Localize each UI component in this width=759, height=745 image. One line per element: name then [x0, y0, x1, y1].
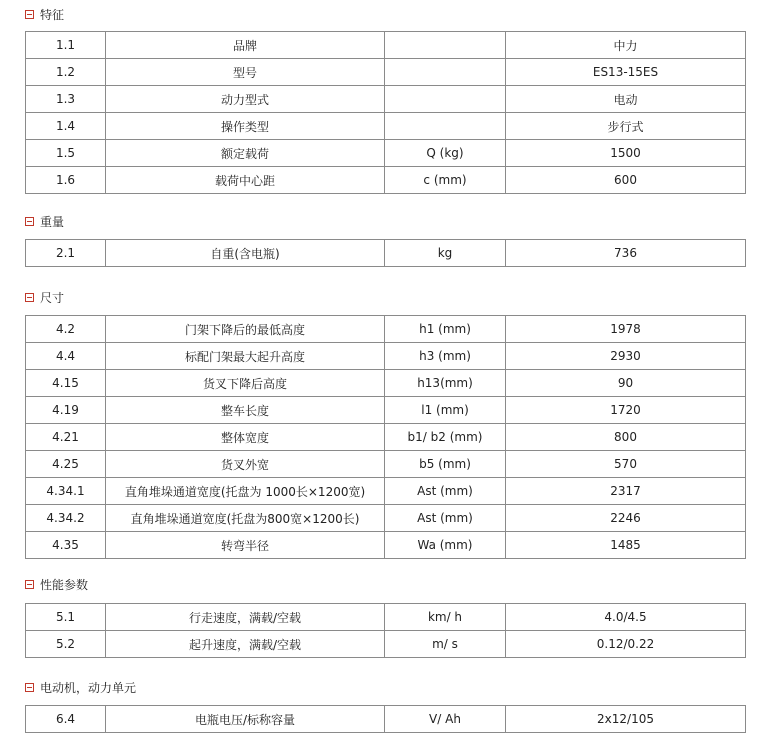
- section-title: 性能参数: [40, 577, 89, 592]
- value-cell: 736: [506, 240, 746, 267]
- unit-cell: [385, 86, 506, 113]
- spec-table: [25, 603, 746, 658]
- collapse-minus-icon[interactable]: [25, 217, 34, 226]
- spec-table: [25, 315, 746, 559]
- row-number-cell: 4.34.2: [26, 505, 106, 532]
- spec-table: [25, 239, 746, 267]
- table-row: [26, 32, 746, 59]
- collapse-minus-icon[interactable]: [25, 683, 34, 692]
- value-cell: 800: [506, 424, 746, 451]
- unit-cell: m/ s: [385, 631, 506, 658]
- row-number-cell: 4.25: [26, 451, 106, 478]
- unit-cell: [385, 113, 506, 140]
- parameter-name-cell: 型号: [106, 59, 385, 86]
- collapse-minus-icon[interactable]: [25, 293, 34, 302]
- spec-table: [25, 705, 746, 733]
- parameter-name-cell: 行走速度，满载/空载: [106, 604, 385, 631]
- table-row: [26, 604, 746, 631]
- unit-cell: h3 (mm): [385, 343, 506, 370]
- section-title: 电动机，动力单元: [40, 680, 137, 695]
- table-row: [26, 706, 746, 733]
- table-row: [26, 424, 746, 451]
- table-row: [26, 505, 746, 532]
- table-row: [26, 397, 746, 424]
- row-number-cell: 4.21: [26, 424, 106, 451]
- row-number-cell: 1.2: [26, 59, 106, 86]
- parameter-name-cell: 自重(含电瓶): [106, 240, 385, 267]
- value-cell: 2930: [506, 343, 746, 370]
- section-title: 尺寸: [40, 290, 65, 305]
- row-number-cell: 1.1: [26, 32, 106, 59]
- table-row: [26, 140, 746, 167]
- row-number-cell: 2.1: [26, 240, 106, 267]
- value-cell: 电动: [506, 86, 746, 113]
- table-row: [26, 631, 746, 658]
- row-number-cell: 5.2: [26, 631, 106, 658]
- unit-cell: km/ h: [385, 604, 506, 631]
- parameter-name-cell: 额定载荷: [106, 140, 385, 167]
- section-title: 重量: [40, 214, 65, 229]
- parameter-name-cell: 起升速度，满载/空载: [106, 631, 385, 658]
- unit-cell: l1 (mm): [385, 397, 506, 424]
- row-number-cell: 4.19: [26, 397, 106, 424]
- parameter-name-cell: 直角堆垛通道宽度(托盘为800宽×1200长): [106, 505, 385, 532]
- unit-cell: V/ Ah: [385, 706, 506, 733]
- parameter-name-cell: 货叉下降后高度: [106, 370, 385, 397]
- table-row: [26, 532, 746, 559]
- parameter-name-cell: 整体宽度: [106, 424, 385, 451]
- unit-cell: Ast (mm): [385, 505, 506, 532]
- unit-cell: [385, 59, 506, 86]
- row-number-cell: 1.3: [26, 86, 106, 113]
- row-number-cell: 4.35: [26, 532, 106, 559]
- value-cell: 2246: [506, 505, 746, 532]
- section-header[interactable]: [25, 6, 64, 22]
- section-header[interactable]: [25, 213, 64, 229]
- parameter-name-cell: 整车长度: [106, 397, 385, 424]
- collapse-minus-icon[interactable]: [25, 10, 34, 19]
- table-row: [26, 86, 746, 113]
- value-cell: 0.12/0.22: [506, 631, 746, 658]
- parameter-name-cell: 货叉外宽: [106, 451, 385, 478]
- table-row: [26, 59, 746, 86]
- table-row: [26, 343, 746, 370]
- unit-cell: b5 (mm): [385, 451, 506, 478]
- table-row: [26, 370, 746, 397]
- section-title: 特征: [40, 7, 65, 22]
- value-cell: 1978: [506, 316, 746, 343]
- parameter-name-cell: 直角堆垛通道宽度(托盘为 1000长×1200宽): [106, 478, 385, 505]
- unit-cell: kg: [385, 240, 506, 267]
- unit-cell: Wa (mm): [385, 532, 506, 559]
- table-row: [26, 451, 746, 478]
- row-number-cell: 6.4: [26, 706, 106, 733]
- collapse-minus-icon[interactable]: [25, 580, 34, 589]
- row-number-cell: 4.4: [26, 343, 106, 370]
- unit-cell: Q (kg): [385, 140, 506, 167]
- value-cell: 1485: [506, 532, 746, 559]
- unit-cell: Ast (mm): [385, 478, 506, 505]
- row-number-cell: 5.1: [26, 604, 106, 631]
- row-number-cell: 1.6: [26, 167, 106, 194]
- value-cell: 2x12/105: [506, 706, 746, 733]
- table-row: [26, 316, 746, 343]
- value-cell: 600: [506, 167, 746, 194]
- value-cell: 中力: [506, 32, 746, 59]
- value-cell: 1720: [506, 397, 746, 424]
- unit-cell: b1/ b2 (mm): [385, 424, 506, 451]
- value-cell: ES13-15ES: [506, 59, 746, 86]
- value-cell: 90: [506, 370, 746, 397]
- table-row: [26, 240, 746, 267]
- parameter-name-cell: 品牌: [106, 32, 385, 59]
- section-header[interactable]: [25, 576, 88, 592]
- row-number-cell: 1.5: [26, 140, 106, 167]
- section-header[interactable]: [25, 289, 64, 305]
- row-number-cell: 1.4: [26, 113, 106, 140]
- parameter-name-cell: 动力型式: [106, 86, 385, 113]
- table-row: [26, 113, 746, 140]
- table-row: [26, 167, 746, 194]
- parameter-name-cell: 操作类型: [106, 113, 385, 140]
- value-cell: 步行式: [506, 113, 746, 140]
- section-header[interactable]: [25, 679, 136, 695]
- unit-cell: h13(mm): [385, 370, 506, 397]
- unit-cell: c (mm): [385, 167, 506, 194]
- parameter-name-cell: 载荷中心距: [106, 167, 385, 194]
- parameter-name-cell: 标配门架最大起升高度: [106, 343, 385, 370]
- row-number-cell: 4.15: [26, 370, 106, 397]
- value-cell: 4.0/4.5: [506, 604, 746, 631]
- unit-cell: h1 (mm): [385, 316, 506, 343]
- row-number-cell: 4.2: [26, 316, 106, 343]
- parameter-name-cell: 电瓶电压/标称容量: [106, 706, 385, 733]
- value-cell: 570: [506, 451, 746, 478]
- unit-cell: [385, 32, 506, 59]
- parameter-name-cell: 门架下降后的最低高度: [106, 316, 385, 343]
- parameter-name-cell: 转弯半径: [106, 532, 385, 559]
- spec-table: [25, 31, 746, 194]
- value-cell: 2317: [506, 478, 746, 505]
- value-cell: 1500: [506, 140, 746, 167]
- row-number-cell: 4.34.1: [26, 478, 106, 505]
- table-row: [26, 478, 746, 505]
